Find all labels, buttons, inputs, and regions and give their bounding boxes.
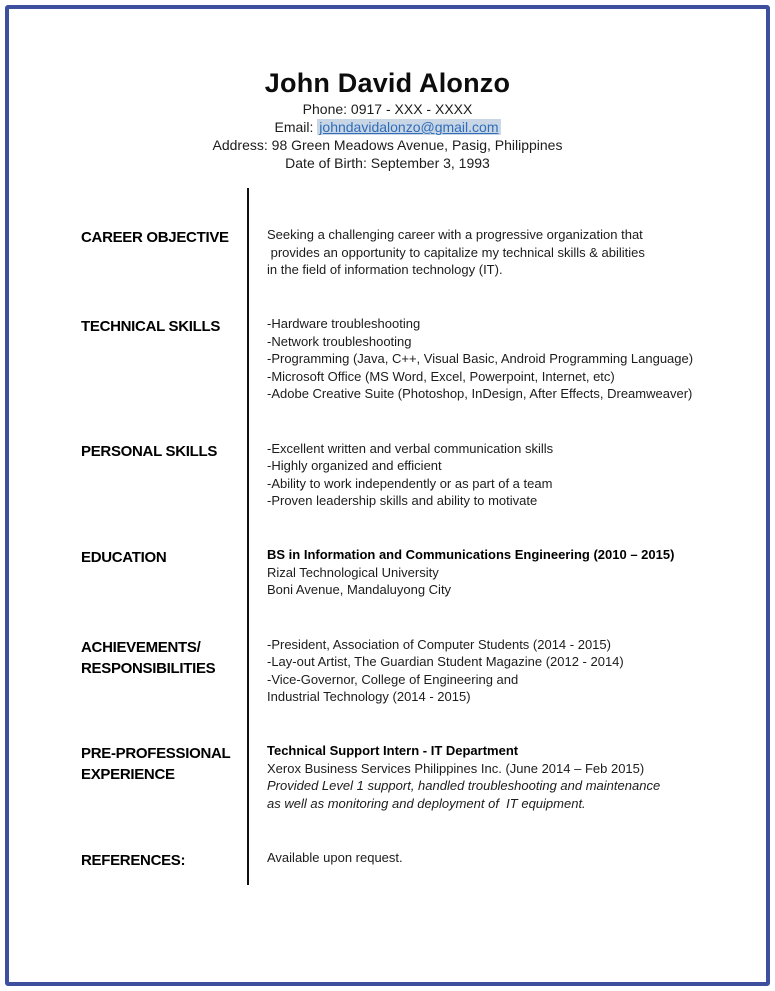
- section-content-achievements-responsibilities: [247, 636, 752, 706]
- text-line: Industrial Technology (2014 - 2015): [267, 689, 471, 705]
- text-line: -Highly organized and efficient: [267, 458, 442, 474]
- section-content-technical-skills: [247, 315, 752, 403]
- vertical-divider: [247, 188, 249, 885]
- text-line: in the field of information technology (IT).: [267, 262, 503, 277]
- text-line: Provided Level 1 support, handled troubleshooting and maintenance: [267, 778, 661, 794]
- text-line: -Hardware troubleshooting: [267, 316, 421, 332]
- text-line: -Programming (Java, C++, Visual Basic, Android Programming Language): [267, 351, 694, 367]
- section-content-references: [247, 849, 752, 867]
- text-line: -Microsoft Office (MS Word, Excel, Powerpoint, Internet, etc): [267, 368, 615, 384]
- section-label-achievements-responsibilities: ACHIEVEMENTS/ RESPONSIBILITIES: [81, 638, 216, 677]
- section-content-personal-skills: [247, 440, 752, 510]
- text-line: Rizal Technological University: [267, 564, 439, 580]
- text-line: -Vice-Governor, College of Engineering and: [267, 671, 519, 687]
- resume-page: [9, 9, 766, 982]
- text-line: Boni Avenue, Mandaluyong City: [267, 582, 452, 598]
- phone-line: Phone: 0917 - XXX - XXXX: [302, 101, 473, 117]
- text-line: Xerox Business Services Philippines Inc. (June 2014 – Feb 2015): [267, 760, 645, 776]
- text-line: provides an opportunity to capitalize my technical skills & abilities: [267, 244, 645, 260]
- text-line: Available upon request.: [267, 850, 403, 866]
- section-label-technical-skills: TECHNICAL SKILLS: [81, 318, 221, 336]
- text-line: -Proven leadership skills and ability to motivate: [267, 493, 538, 509]
- section-label-education: EDUCATION: [81, 549, 167, 567]
- section-content-education: [247, 546, 752, 599]
- job-title-line: Technical Support Intern - IT Department: [267, 743, 519, 759]
- text-line: as well as monitoring and deployment of IT equipment.: [267, 795, 586, 811]
- text-line: -President, Association of Computer Students (2014 - 2015): [267, 636, 611, 652]
- section-label-personal-skills: PERSONAL SKILLS: [81, 442, 218, 460]
- resume-header: [9, 66, 766, 172]
- person-name: John David Alonzo: [264, 68, 511, 98]
- section-content-career-objective: [247, 226, 752, 279]
- section-content-pre-professional-experience: [247, 742, 752, 812]
- text-line: -Excellent written and verbal communication skills: [267, 440, 554, 456]
- text-line: -Ability to work independently or as part of a team: [267, 475, 553, 491]
- section-label-references: REFERENCES:: [81, 852, 186, 870]
- resume-body: [81, 188, 752, 888]
- section-label-pre-professional-experience: PRE-PROFESSIONAL EXPERIENCE: [81, 745, 231, 784]
- degree-line: BS in Information and Communications Engineering (2010 – 2015): [267, 547, 675, 563]
- section-label-career-objective: CAREER OBJECTIVE: [81, 229, 229, 246]
- date-of-birth-line: Date of Birth: September 3, 1993: [285, 155, 490, 171]
- address-line: Address: 98 Green Meadows Avenue, Pasig, Philippines: [212, 137, 563, 153]
- text-line: -Network troubleshooting: [267, 333, 412, 349]
- email-label: Email:: [274, 119, 318, 135]
- text-line: -Lay-out Artist, The Guardian Student Magazine (2012 - 2014): [267, 654, 624, 670]
- text-line: Seeking a challenging career with a progressive organization that: [267, 227, 643, 242]
- text-line: -Adobe Creative Suite (Photoshop, InDesign, After Effects, Dreamweaver): [267, 386, 693, 402]
- email-link[interactable]: johndavidalonzo@gmail.com: [319, 119, 499, 135]
- email-line: [9, 118, 766, 136]
